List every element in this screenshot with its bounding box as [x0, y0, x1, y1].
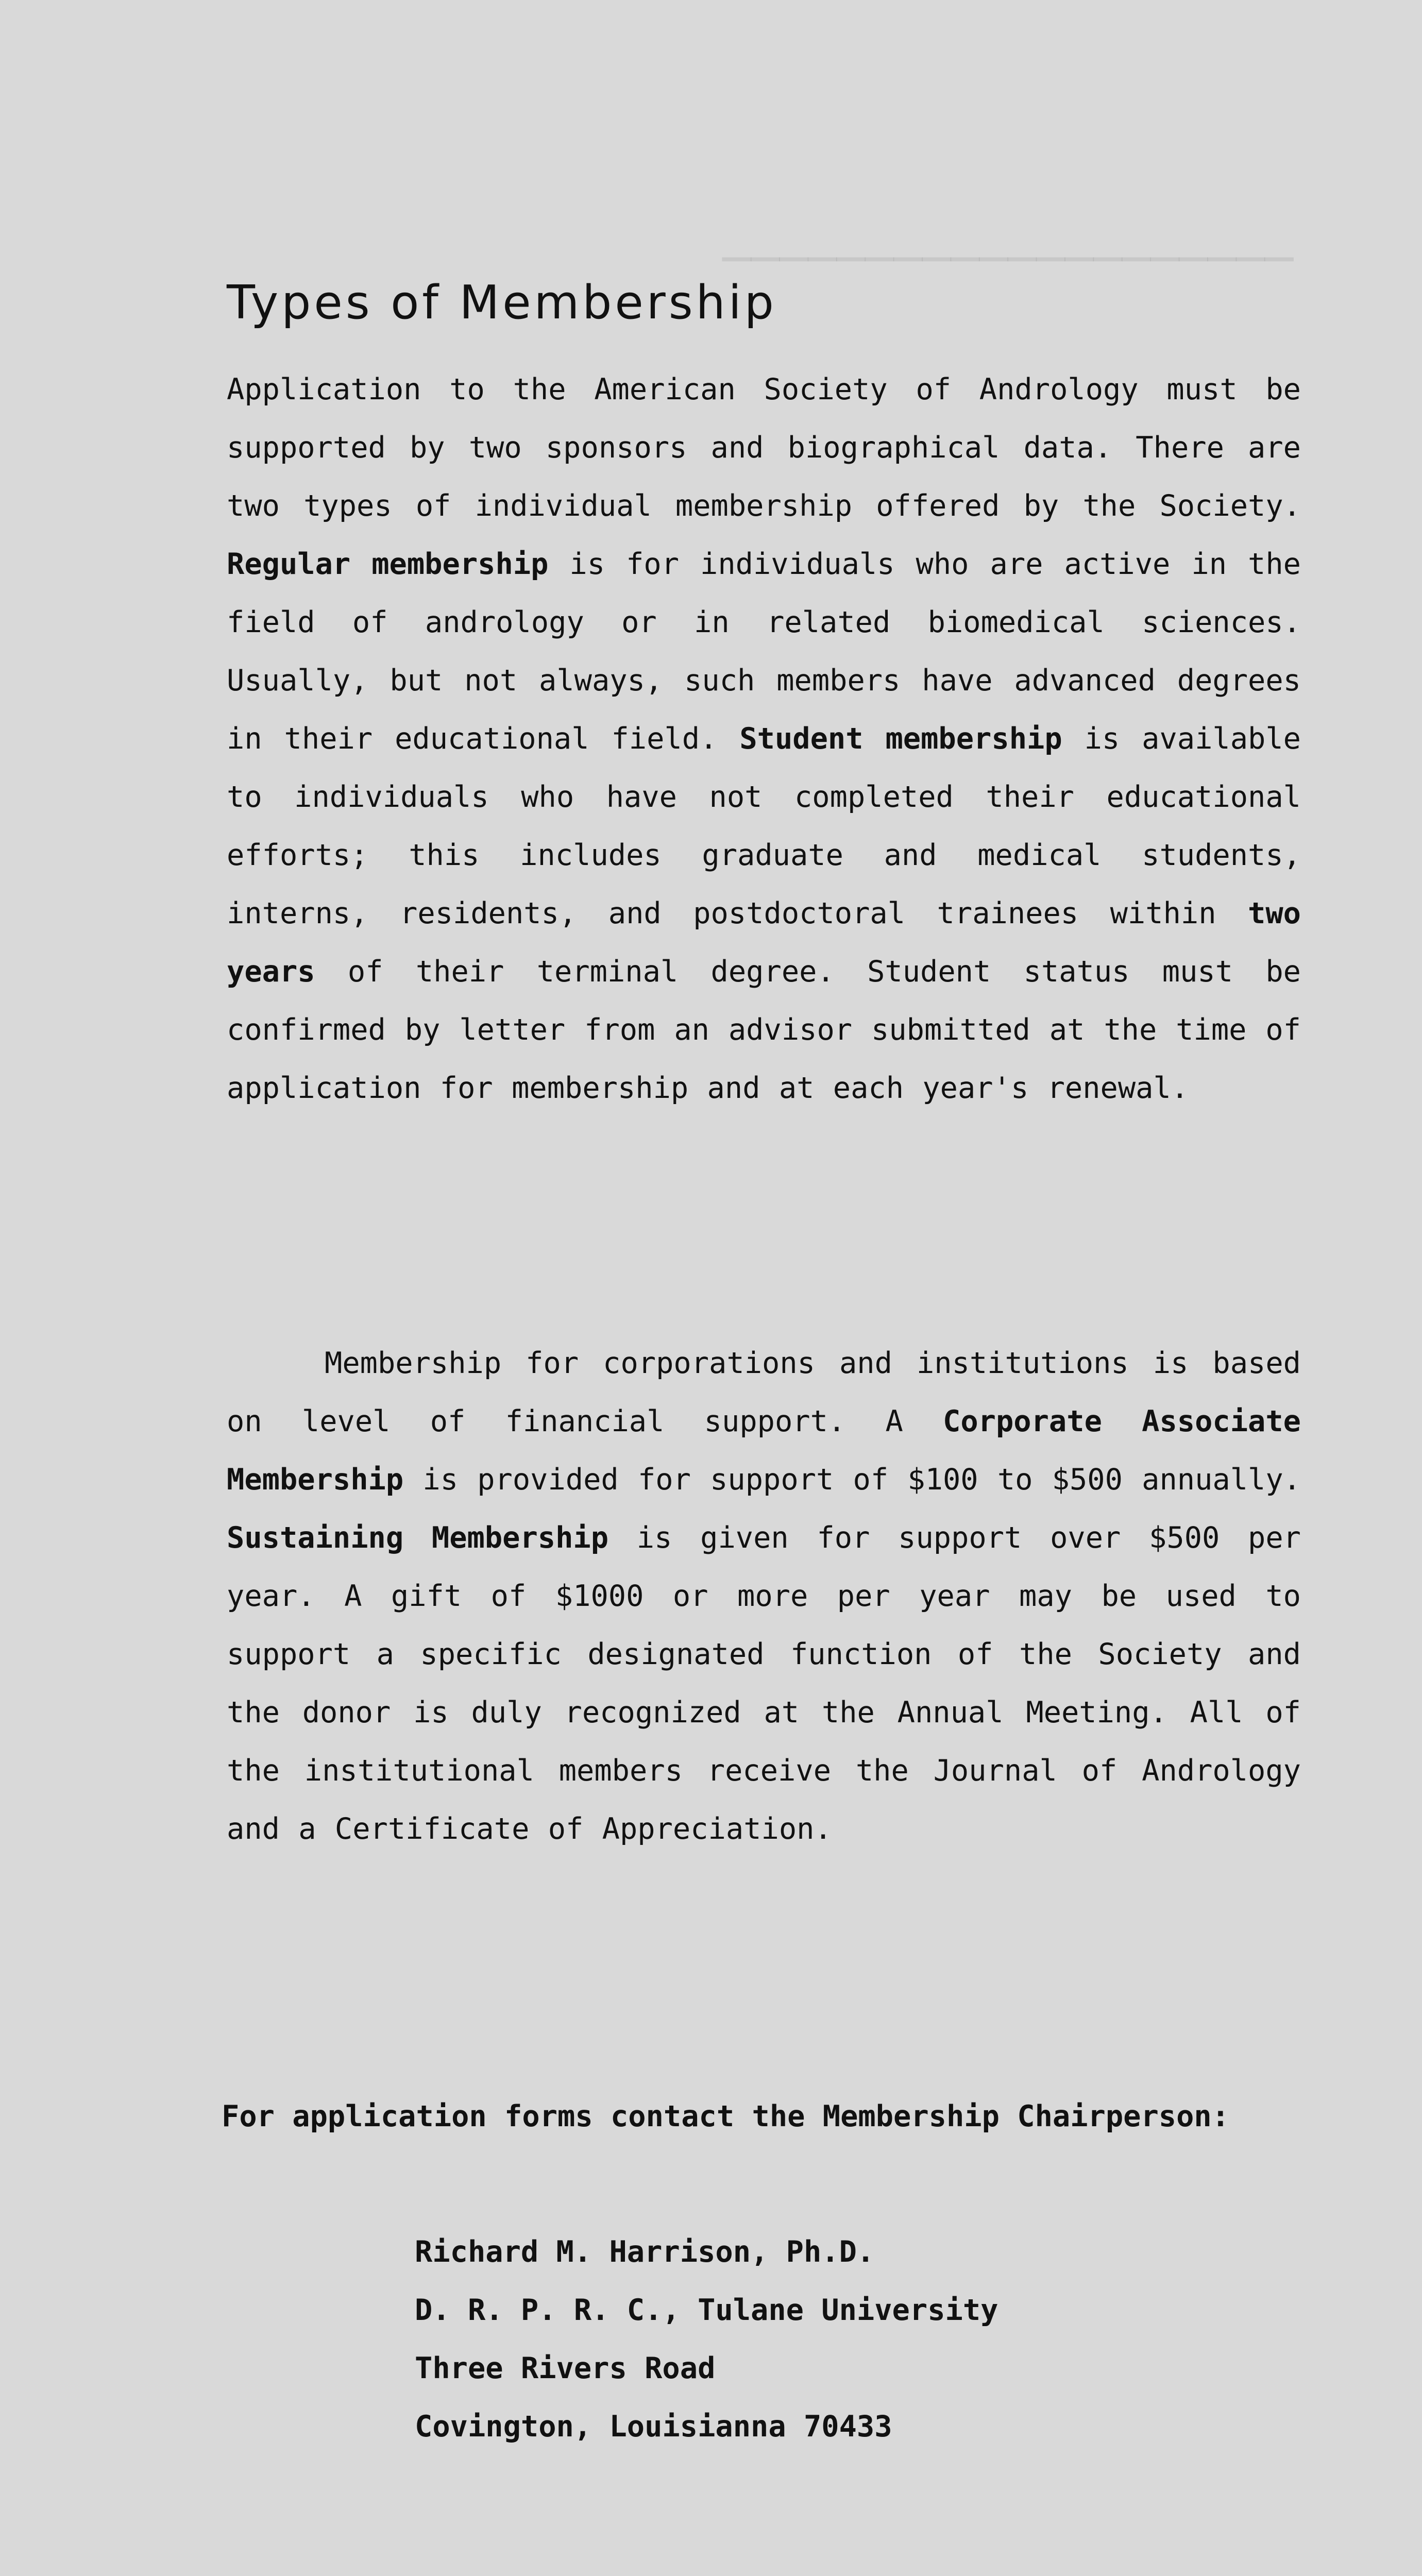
contact-city: Covington, Louisianna 70433 — [415, 2410, 892, 2444]
sustaining-membership-term: Sustaining Membership — [227, 1521, 609, 1555]
corporate-associate-membership-term: Corporate Associate Membership — [227, 1404, 1301, 1497]
contact-name: Richard M. Harrison, Ph.D. — [415, 2235, 875, 2269]
contact-street: Three Rivers Road — [415, 2351, 716, 2385]
contact-heading: For application forms contact the Membership Chairperson: — [222, 2099, 1230, 2133]
student-membership-term: Student membership — [739, 722, 1062, 756]
regular-membership-term: Regular membership — [227, 547, 549, 581]
page-title: Types of Membership — [227, 276, 777, 330]
two-years-term: two years — [227, 896, 1301, 989]
p1-text-1: Application to the American Society of Andrology must be supported by two sponsors and biographical data. There are two types of individual membership offered by the Society. — [227, 372, 1301, 523]
contact-address — [415, 2223, 998, 2456]
bleed-through-decoration: ──────────────────── — [722, 232, 1293, 287]
institutional-membership-paragraph — [227, 1334, 1301, 1858]
p1-text-3: is available to individuals who have not completed their educational efforts; this includes graduate and medical students, interns, residents, and postdoctoral trainees within — [227, 722, 1301, 930]
p2-text-1: Membership for corporations and institutions is based on level of financial support. A — [227, 1346, 1301, 1438]
individual-membership-paragraph — [227, 361, 1301, 1117]
p2-text-3: is given for support over $500 per year. A gift of $1000 or more per year may be used to support a specific designated function of the Society and the donor is duly recognized at the Annual Meeting. All of the institutional members receive the Journal of Andrology and a Certificate of Appreciation. — [227, 1521, 1301, 1846]
p2-text-2: is provided for support of $100 to $500 annually. — [403, 1463, 1301, 1497]
p1-text-2: is for individuals who are active in the field of andrology or in related biomedical sciences. Usually, but not always, such members have advanced degrees in their educational field. — [227, 547, 1301, 756]
p1-text-4: of their terminal degree. Student status must be confirmed by letter from an advisor submitted at the time of application for membership and at each year's renewal. — [227, 955, 1301, 1105]
contact-organization: D. R. P. R. C., Tulane University — [415, 2293, 998, 2327]
